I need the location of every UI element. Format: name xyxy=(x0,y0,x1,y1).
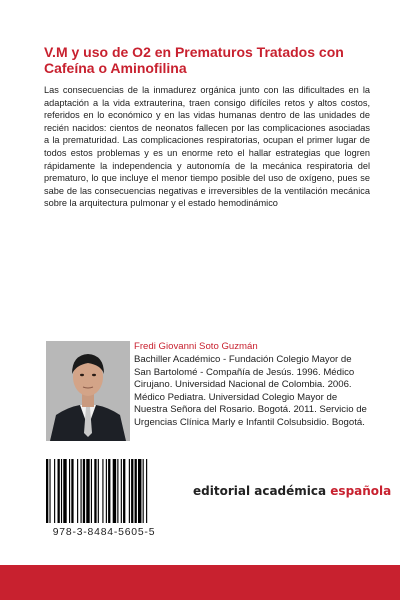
isbn-number: 978-3-8484-5605-5 xyxy=(52,527,156,538)
barcode-bar xyxy=(46,459,48,523)
barcode-bar xyxy=(121,459,122,523)
barcode-bar xyxy=(63,459,66,523)
book-description: Las consecuencias de la inmadurez orgánica junto con las dificultades en la adaptación a la vida extrauterina, traen consigo difíciles retos y altos costos, referidos en lo económico y en las vidas humanas dentro de las unidades de recién nacidos: cientos de neonatos fallecen por las complicaciones asociadas a la prematuridad. Las complicaciones respiratorias, ocupan el primer lugar de todos estos problemas y es un enorme reto el hallar estrategias que logren rápidamente la independencia y autonomía de la mecánica respiratoria del prematuro, lo que incluye el menor tiempo posible del uso de oxígeno, pues se sabe de las consecuencias negativas e irreversibles de la ventilación mecánica sobre la arquitectura pulmonar y el estado hemodinámico xyxy=(44,85,370,209)
barcode-bar xyxy=(135,459,137,523)
publisher-name: editorial académica xyxy=(193,484,331,498)
author-name: Fredi Giovanni Soto Guzmán xyxy=(134,341,258,352)
barcode-bar xyxy=(123,459,125,523)
barcode-bar xyxy=(143,459,144,523)
barcode-bar xyxy=(86,459,89,523)
barcode xyxy=(44,459,164,523)
barcode-bar xyxy=(83,459,85,523)
barcode-bar xyxy=(71,459,73,523)
barcode-bar xyxy=(81,459,82,523)
publisher-logo xyxy=(193,484,391,498)
barcode-bar xyxy=(98,459,99,523)
author-photo xyxy=(46,341,130,441)
barcode-bar xyxy=(94,459,96,523)
barcode-bar xyxy=(61,459,62,523)
barcode-bar xyxy=(117,459,118,523)
bottom-color-band xyxy=(0,565,400,600)
author-bio: Bachiller Académico - Fundación Colegio Mayor de San Bartolomé - Compañía de Jesús. 1996. Médico Cirujano. Universidad Nacional de Colombia. 2006. Médico Pediatra. Universidad Colegio Mayor de Nuestra Señora del Rosario. Bogotá. 2011. Servicio de Urgencias Clínica Marly e Infantil Colsubsidio. Bogotá. xyxy=(134,354,367,428)
barcode-bar xyxy=(146,459,147,523)
publisher-name-accent: española xyxy=(330,484,392,498)
barcode-bar xyxy=(58,459,60,523)
barcode-bar xyxy=(91,459,92,523)
barcode-bar xyxy=(129,459,130,523)
barcode-bar xyxy=(138,459,141,523)
barcode-bar xyxy=(69,459,70,523)
barcode-bar xyxy=(102,459,103,523)
barcode-bar xyxy=(131,459,133,523)
barcode-bar xyxy=(77,459,78,523)
barcode-bar xyxy=(106,459,107,523)
book-title: V.M y uso de O2 en Prematuros Tratados con Cafeína o Aminofilina xyxy=(44,44,344,76)
barcode-bar xyxy=(108,459,110,523)
barcode-bar xyxy=(49,459,50,523)
barcode-bar xyxy=(54,459,55,523)
barcode-bar xyxy=(113,459,116,523)
